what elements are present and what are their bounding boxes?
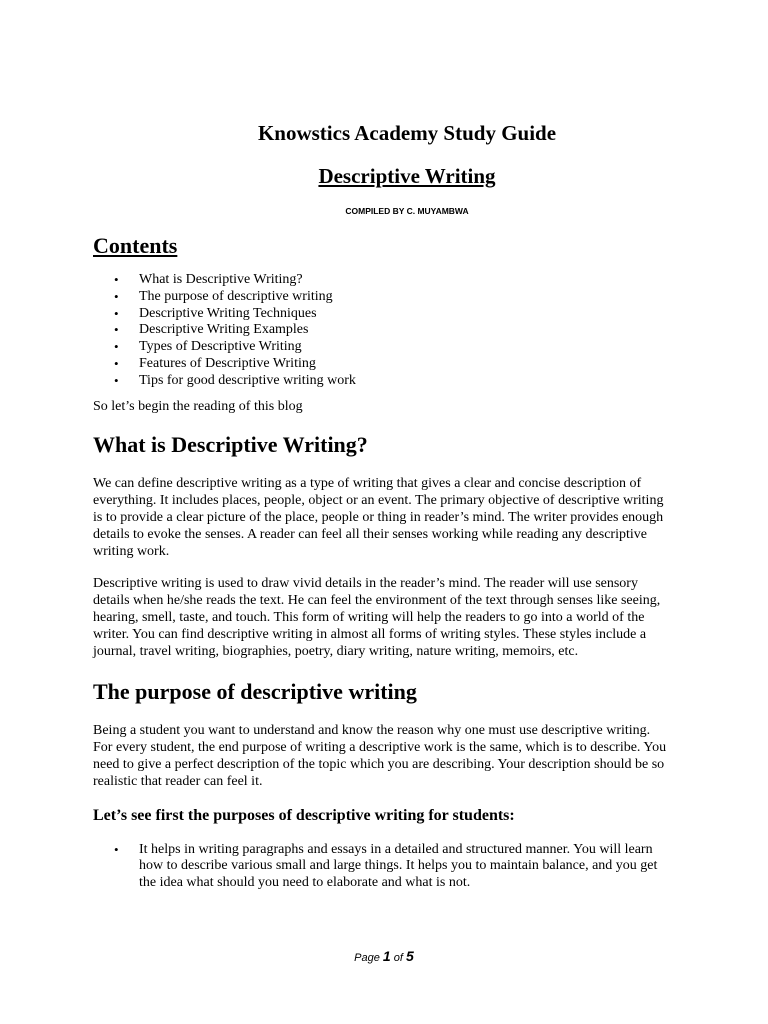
section-paragraph: Descriptive writing is used to draw vivid details in the reader’s mind. The reader will use sensory details when he/she reads the text. He can feel the environment of the text through senses like seeing, hearing, smell, taste, and touch. This form of writing will help the readers to go into a world of the writer. You can find descriptive writing in almost all forms of writing styles. These styles include a journal, travel writing, biographies, poetry, diary writing, nature writing, memoirs, etc. (93, 576, 661, 659)
purposes-list (93, 842, 673, 892)
page-footer (0, 947, 768, 967)
section-heading-what-is: What is Descriptive Writing? (93, 432, 368, 458)
page-total: 5 (406, 948, 414, 964)
contents-item: • Descriptive Writing Techniques (93, 306, 673, 323)
contents-list (93, 272, 673, 390)
purposes-item: • It helps in writing paragraphs and essays in a detailed and structured manner. You will learn how to describe various small and large things. It helps you to maintain balance, and you get the idea what should you need to elaborate and what is not. (93, 842, 673, 892)
document-subtitle: Descriptive Writing (318, 164, 496, 188)
section-paragraph: Being a student you want to understand and know the reason why one must use descriptive writing. For every student, the end purpose of writing a descriptive work is the same, which is to describe. You need to give a perfect description of the topic which you are describing. Your description should be so realistic that reader can feel it. (93, 723, 667, 789)
document-body (93, 120, 673, 892)
of-label: of (393, 952, 403, 964)
contents-item: • What is Descriptive Writing? (93, 272, 673, 289)
section-paragraph: We can define descriptive writing as a type of writing that gives a clear and concise description of everything. It includes places, people, object or an event. The primary objective of descriptive writing is to provide a clear picture of the place, people or thing in reader’s mind. The writer provides enough details to evoke the senses. A reader can feel all their senses working while reading any descriptive writing work. (93, 476, 664, 559)
subheading-purposes-for-students: Let’s see first the purposes of descriptive writing for students: (93, 806, 515, 824)
contents-item: • Features of Descriptive Writing (93, 356, 673, 373)
page-number: 1 (382, 948, 391, 964)
contents-item: • Descriptive Writing Examples (93, 322, 673, 339)
intro-text: So let’s begin the reading of this blog (93, 398, 303, 414)
document-title: Knowstics Academy Study Guide (257, 121, 557, 145)
contents-item: • The purpose of descriptive writing (93, 289, 673, 306)
compiled-by: COMPILED BY C. MUYAMBWA (345, 206, 469, 216)
section-heading-purpose: The purpose of descriptive writing (93, 679, 417, 705)
page-label: Page (354, 952, 380, 964)
contents-item: • Types of Descriptive Writing (93, 339, 673, 356)
contents-heading: Contents (93, 233, 178, 258)
contents-item: • Tips for good descriptive writing work (93, 373, 673, 390)
